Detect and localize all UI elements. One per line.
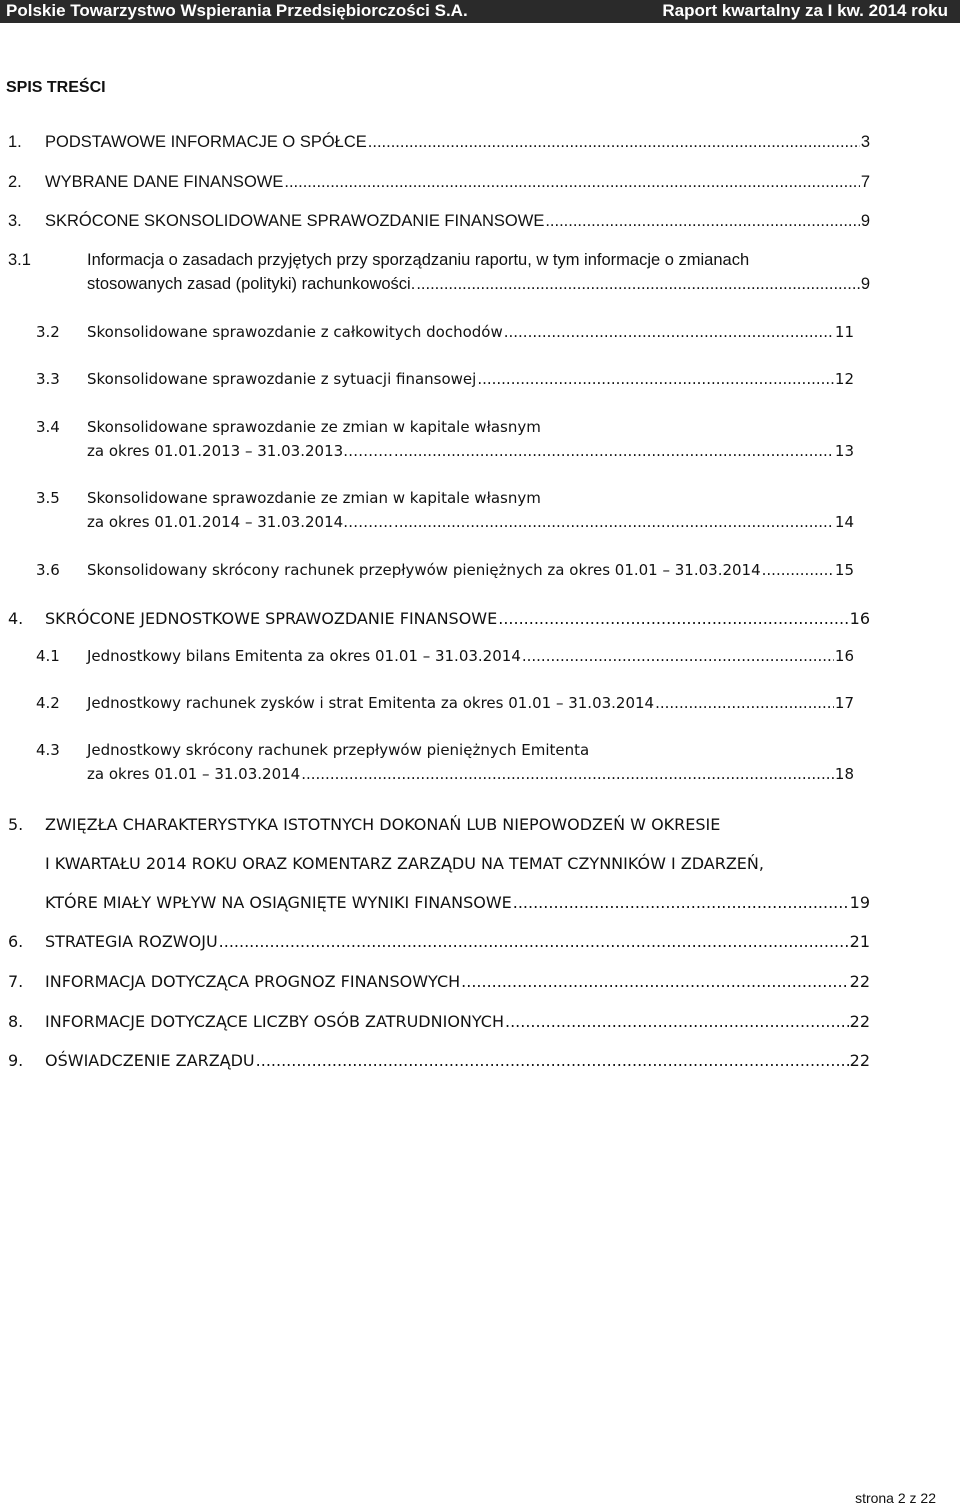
toc-entry-4-2[interactable]: [36, 694, 854, 712]
toc-entry-number: 3.1: [8, 251, 31, 269]
toc-entry-5[interactable]: [8, 815, 720, 834]
toc-leader-dots: [513, 893, 849, 912]
toc-leader-dots: [301, 765, 834, 783]
toc-entry-text: SKRÓCONE JEDNOSTKOWE SPRAWOZDANIE FINANSOWE: [45, 609, 498, 628]
toc-entry-3-5-cont[interactable]: [87, 513, 854, 531]
toc-leader-dots: [394, 513, 834, 531]
header-company-name: Polskie Towarzystwo Wspierania Przedsiębiorczości S.A.: [6, 1, 468, 20]
toc-entry-number: 3.4: [36, 418, 60, 436]
toc-entry-3-1-cont[interactable]: [87, 275, 870, 294]
toc-entry-text: Skonsolidowane sprawozdanie z całkowitych dochodów: [87, 323, 503, 341]
toc-entry-1[interactable]: [8, 133, 870, 152]
toc-entry-number: 4.2: [36, 694, 60, 712]
toc-entry-page: 11: [834, 323, 854, 341]
toc-entry-text: ZWIĘZŁA CHARAKTERYSTYKA ISTOTNYCH DOKONAŃ LUB NIEPOWODZEŃ W OKRESIE: [45, 815, 721, 834]
toc-entry-5-cont-1[interactable]: [45, 854, 764, 873]
toc-entry-number: 8.: [8, 1012, 24, 1031]
toc-entry-page: 22: [849, 1012, 870, 1031]
toc-entry-4-3[interactable]: [36, 741, 589, 759]
toc-title: SPIS TREŚCI: [6, 79, 106, 96]
toc-entry-text: Skonsolidowane sprawozdanie z sytuacji finansowej: [87, 370, 477, 388]
toc-entry-number: 4.: [8, 609, 24, 628]
toc-entry-page: 16: [834, 647, 854, 665]
toc-entry-number: 9.: [8, 1051, 24, 1070]
toc-entry-text: WYBRANE DANE FINANSOWE: [45, 173, 284, 191]
toc-entry-page: 16: [849, 609, 870, 628]
toc-entry-4[interactable]: [8, 609, 870, 628]
toc-entry-page: 19: [849, 893, 870, 912]
toc-entry-text: PODSTAWOWE INFORMACJE O SPÓŁCE: [45, 133, 367, 151]
toc-entry-4-1[interactable]: [36, 647, 854, 665]
toc-entry-page: 22: [849, 972, 870, 991]
toc-entry-page: 14: [834, 513, 854, 531]
toc-entry-text: INFORMACJE DOTYCZĄCE LICZBY OSÓB ZATRUDNIONYCH: [45, 1012, 504, 1031]
page-header: [0, 0, 960, 23]
toc-leader-dots: [505, 1012, 849, 1031]
toc-leader-dots: [504, 323, 834, 341]
toc-entry-page: 17: [834, 694, 854, 712]
page-number-footer: strona 2 z 22: [855, 1490, 936, 1506]
toc-leader-dots: [762, 561, 834, 579]
toc-entry-3-3[interactable]: [36, 370, 854, 388]
toc-leader-dots: [284, 173, 859, 192]
toc-entry-7[interactable]: [8, 972, 870, 991]
toc-entry-3[interactable]: [8, 212, 870, 231]
toc-leader-dots: [416, 275, 860, 294]
toc-entry-page: 22: [849, 1051, 870, 1070]
toc-entry-page: 3: [860, 133, 870, 151]
toc-entry-number: 2.: [8, 173, 22, 191]
toc-entry-text-cont: za okres 01.01.2013 – 31.03.2013……….: [87, 442, 393, 460]
toc-entry-text: Jednostkowy bilans Emitenta za okres 01.01 – 31.03.2014: [87, 647, 521, 665]
toc-entry-page: 12: [834, 370, 854, 388]
toc-entry-page: 13: [834, 442, 854, 460]
header-report-title: Raport kwartalny za I kw. 2014 roku: [662, 1, 948, 20]
toc-entry-number: 4.3: [36, 741, 60, 759]
toc-leader-dots: [477, 370, 834, 388]
toc-entry-text: Jednostkowy skrócony rachunek przepływów pieniężnych Emitenta: [87, 741, 590, 759]
toc-entry-3-6[interactable]: [36, 561, 854, 579]
toc-entry-page: 15: [834, 561, 854, 579]
toc-entry-3-5[interactable]: [36, 489, 541, 507]
toc-entry-number: 3.2: [36, 323, 60, 341]
toc-leader-dots: [522, 647, 834, 665]
toc-entry-text: Informacja o zasadach przyjętych przy sporządzaniu raportu, w tym informacje o zmianach: [87, 251, 750, 269]
toc-entry-page: 9: [860, 212, 870, 230]
toc-entry-9[interactable]: [8, 1051, 870, 1070]
toc-entry-2[interactable]: [8, 173, 870, 192]
toc-entry-text: Jednostkowy rachunek zysków i strat Emitenta za okres 01.01 – 31.03.2014: [87, 694, 655, 712]
toc-entry-page: 7: [860, 173, 870, 191]
toc-leader-dots: [368, 133, 860, 152]
toc-entry-text: INFORMACJA DOTYCZĄCA PROGNOZ FINANSOWYCH: [45, 972, 461, 991]
toc-entry-page: 9: [860, 275, 870, 293]
toc-entry-4-3-cont[interactable]: [87, 765, 854, 783]
toc-entry-text: Skonsolidowane sprawozdanie ze zmian w kapitale własnym: [87, 418, 541, 436]
toc-entry-number: 3.3: [36, 370, 60, 388]
toc-leader-dots: [498, 609, 848, 628]
toc-leader-dots: [219, 932, 849, 951]
toc-entry-number: 1.: [8, 133, 22, 151]
toc-entry-text: Skonsolidowany skrócony rachunek przepływów pieniężnych za okres 01.01 – 31.03.2014: [87, 561, 761, 579]
toc-leader-dots: [655, 694, 834, 712]
toc-entry-number: 6.: [8, 932, 24, 951]
toc-entry-text: Skonsolidowane sprawozdanie ze zmian w kapitale własnym: [87, 489, 541, 507]
toc-entry-number: 5.: [8, 815, 24, 834]
toc-entry-5-cont-2[interactable]: [45, 893, 870, 912]
toc-entry-number: 3.5: [36, 489, 60, 507]
toc-entry-6[interactable]: [8, 932, 870, 951]
toc-entry-3-4[interactable]: [36, 418, 541, 436]
toc-entry-number: 3.: [8, 212, 22, 230]
toc-leader-dots: [394, 442, 834, 460]
toc-entry-text: OŚWIADCZENIE ZARZĄDU: [45, 1051, 255, 1070]
toc-entry-3-4-cont[interactable]: [87, 442, 854, 460]
toc-entry-text-cont: za okres 01.01.2014 – 31.03.2014……….: [87, 513, 393, 531]
toc-entry-text-cont: stosowanych zasad (polityki) rachunkowości.: [87, 275, 416, 293]
toc-entry-text-cont: za okres 01.01 – 31.03.2014: [87, 765, 301, 783]
toc-entry-text: STRATEGIA ROZWOJU: [45, 932, 218, 951]
toc-entry-text-cont: I KWARTAŁU 2014 ROKU ORAZ KOMENTARZ ZARZĄDU NA TEMAT CZYNNIKÓW I ZDARZEŃ,: [45, 854, 764, 873]
toc-entry-number: 7.: [8, 972, 24, 991]
toc-leader-dots: [256, 1051, 849, 1070]
toc-entry-page: 21: [849, 932, 870, 951]
toc-entry-number: 3.6: [36, 561, 60, 579]
toc-leader-dots: [461, 972, 849, 991]
toc-entry-3-1[interactable]: [8, 251, 749, 270]
toc-entry-8[interactable]: [8, 1012, 870, 1031]
toc-entry-page: 18: [834, 765, 854, 783]
toc-entry-text-cont: KTÓRE MIAŁY WPŁYW NA OSIĄGNIĘTE WYNIKI FINANSOWE: [45, 893, 512, 912]
toc-leader-dots: [545, 212, 859, 231]
toc-entry-number: 4.1: [36, 647, 60, 665]
toc-entry-3-2[interactable]: [36, 323, 854, 341]
toc-entry-text: SKRÓCONE SKONSOLIDOWANE SPRAWOZDANIE FINANSOWE: [45, 212, 545, 230]
